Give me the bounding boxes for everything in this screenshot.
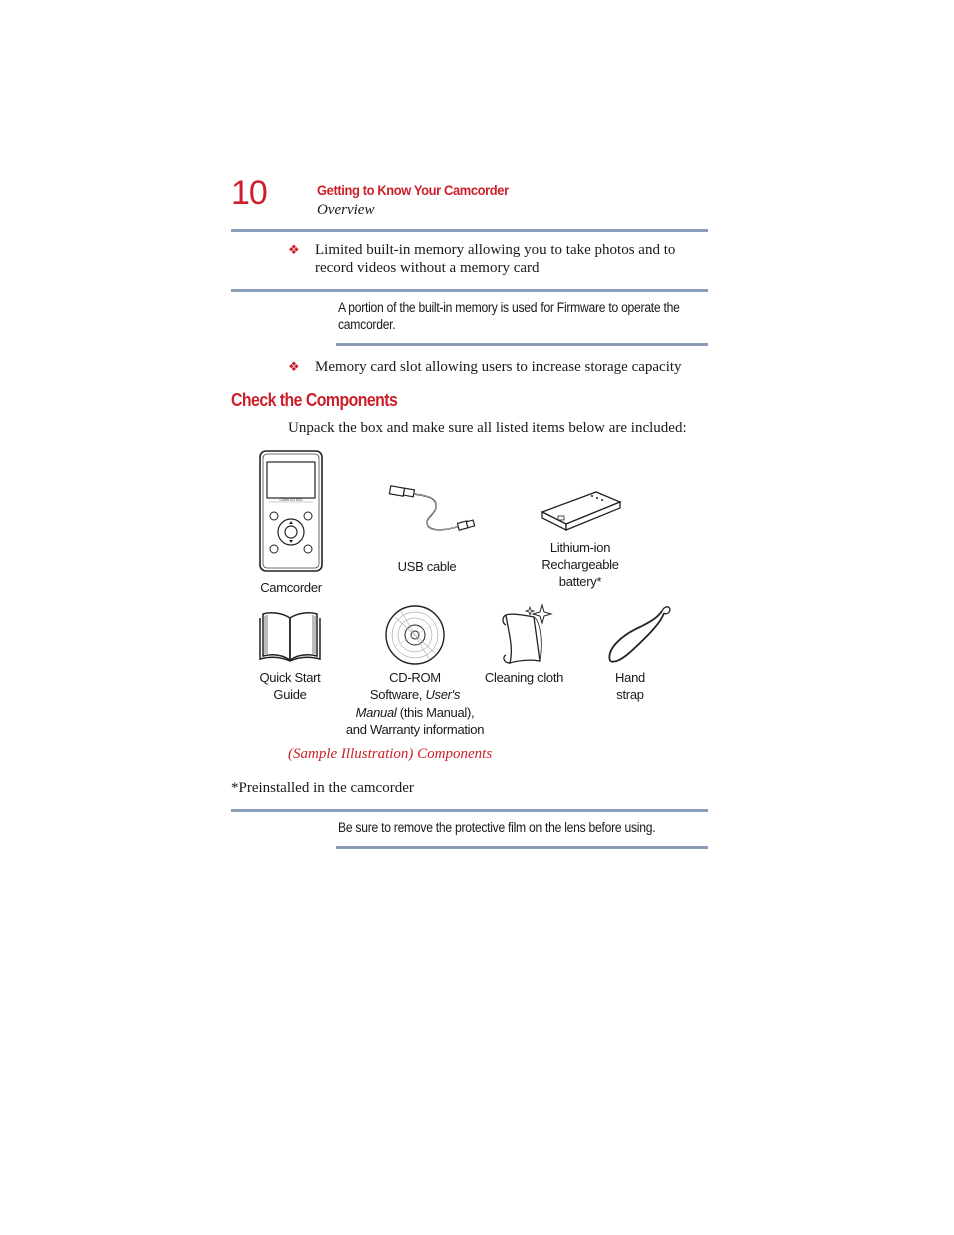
- note-firmware-line2: camcorder.: [338, 317, 396, 332]
- note-lens-film: Be sure to remove the protective film on the lens before using.: [338, 820, 656, 835]
- bullet-memory-line2: record videos without a memory card: [315, 260, 540, 276]
- label-battery-line1: Lithium-ion: [549, 540, 611, 555]
- bullet-icon: ❖: [288, 242, 300, 257]
- usb-cable-icon: [388, 484, 478, 536]
- label-strap-line1: Hand: [615, 670, 645, 685]
- label-camcorder: Camcorder: [260, 580, 322, 595]
- label-cd-line2-italic: User's: [425, 687, 461, 702]
- book-icon: [259, 610, 321, 662]
- label-guide-line2: Guide: [273, 687, 307, 702]
- note-firmware-line1: A portion of the built-in memory is used for Firmware to operate the: [338, 300, 680, 315]
- battery-icon: [540, 488, 622, 534]
- label-cd-line3: [345, 704, 485, 721]
- label-guide-line1: Quick Start: [259, 670, 321, 685]
- chapter-title: Getting to Know Your Camcorder: [317, 182, 509, 198]
- label-cd-line3-suffix: (this Manual),: [396, 705, 475, 720]
- bullet-memory-line1: Limited built-in memory allowing you to take photos and to: [315, 242, 676, 258]
- camcorder-brand: CAMILEO B10: [279, 498, 303, 502]
- components-heading: Check the Components: [231, 390, 398, 410]
- cd-rom-icon: [385, 605, 445, 665]
- label-strap-line2: strap: [616, 687, 644, 702]
- label-battery-line2: Rechargeable: [541, 557, 619, 572]
- figure-caption: (Sample Illustration) Components: [288, 746, 493, 762]
- label-cd-line2: [345, 686, 485, 703]
- label-cleaning-cloth: Cleaning cloth: [484, 670, 564, 685]
- camcorder-icon: [259, 450, 323, 572]
- bullet-card-slot: Memory card slot allowing users to increase storage capacity: [315, 359, 682, 375]
- footnote: *Preinstalled in the camcorder: [231, 780, 414, 796]
- header-rule: [231, 229, 708, 232]
- note-bottom-rule: [336, 343, 708, 346]
- note2-bottom-rule: [336, 846, 708, 849]
- label-cd-line1: CD-ROM: [389, 670, 441, 685]
- label-battery-line3: battery*: [558, 574, 602, 589]
- note2-top-rule: [231, 809, 708, 812]
- label-cd-line4: and Warranty information: [345, 722, 485, 737]
- note-top-rule: [231, 289, 708, 292]
- hand-strap-icon: [606, 605, 672, 667]
- label-cd-line2-prefix: Software,: [369, 687, 426, 702]
- section-title: Overview: [317, 202, 375, 218]
- label-usb-cable: USB cable: [397, 559, 457, 574]
- cleaning-cloth-icon: [500, 603, 555, 667]
- bullet-icon: ❖: [288, 359, 300, 374]
- page-number: 10: [231, 174, 267, 212]
- label-cd-line3-italic: Manual: [355, 705, 397, 720]
- components-intro: Unpack the box and make sure all listed items below are included:: [288, 420, 687, 436]
